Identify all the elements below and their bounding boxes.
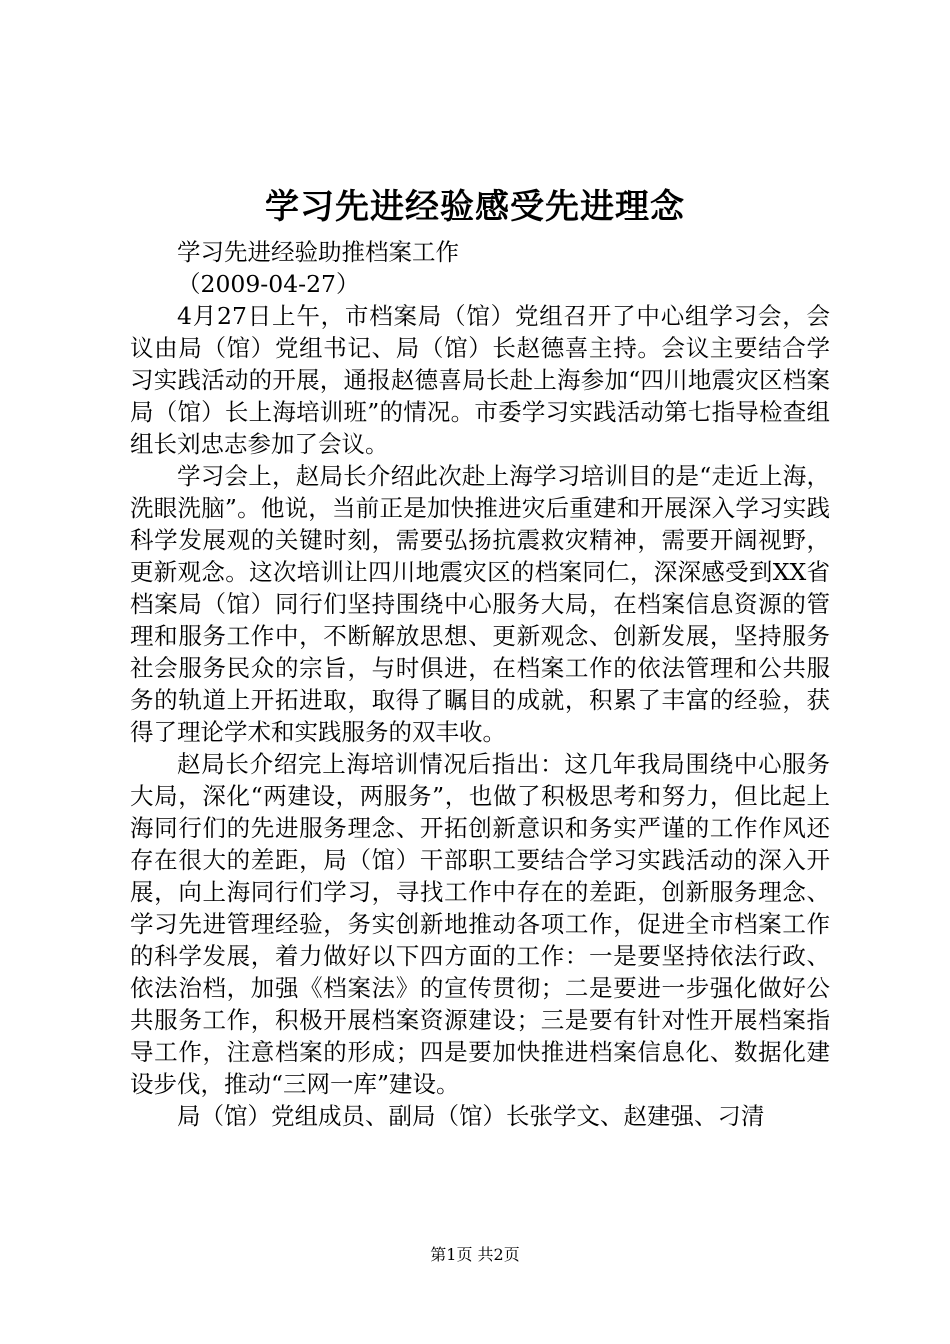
date-paragraph: （2009-04-27） — [177, 270, 360, 298]
body-paragraph: 学习会上，赵局长介绍此次赴上海学习培训目的是“走近上海，洗眼洗脑”。他说，当前正是加快推进灾后重建和开展深入学习实践科学发展观的关键时刻，需要弘扬抗震救灾精神，需要开阔视野，更新观念。这次培训让四川地震灾区的档案同仁，深深感受到XX省档案局（馆）同行们坚持围绕中心服务大局，在档案信息资源的管理和服务工作中，不断解放思想、更新观念、创新发展，坚持服务社会服务民众的宗旨，与时俱进，在档案工作的依法管理和公共服务的轨道上开拓进取，取得了瞩目的成就，积累了丰富的经验，获得了理论学术和实践服务的双丰收。 — [130, 462, 830, 746]
body-paragraph: 4月27日上午，市档案局（馆）党组召开了中心组学习会，会议由局（馆）党组书记、局（馆）长赵德喜主持。会议主要结合学习实践活动的开展，通报赵德喜局长赴上海参加“四川地震灾区档案局（馆）长上海培训班”的情况。市委学习实践活动第七指导检查组组长刘忠志参加了会议。 — [130, 302, 830, 458]
page-number-footer: 第1页 共2页 — [430, 1245, 520, 1264]
body-paragraph: 局（馆）党组成员、副局（馆）长张学文、赵建强、刁清 — [177, 1102, 765, 1130]
subtitle-paragraph: 学习先进经验助推档案工作 — [177, 238, 459, 266]
body-paragraph: 赵局长介绍完上海培训情况后指出：这几年我局围绕中心服务大局，深化“两建设，两服务”，也做了积极思考和努力，但比起上海同行们的先进服务理念、开拓创新意识和务实严谨的工作作风还存在很大的差距，局（馆）干部职工要结合学习实践活动的深入开展，向上海同行们学习，寻找工作中存在的差距，创新服务理念、学习先进管理经验，务实创新地推动各项工作，促进全市档案工作的科学发展，着力做好以下四方面的工作：一是要坚持依法行政、依法治档，加强《档案法》的宣传贯彻；二是要进一步强化做好公共服务工作，积极开展档案资源建设；三是要有针对性开展档案指导工作，注意档案的形成；四是要加快推进档案信息化、数据化建设步伐，推动“三网一库”建设。 — [130, 750, 830, 1098]
document-title: 学习先进经验感受先进理念 — [265, 187, 685, 227]
document-body — [130, 236, 830, 1132]
